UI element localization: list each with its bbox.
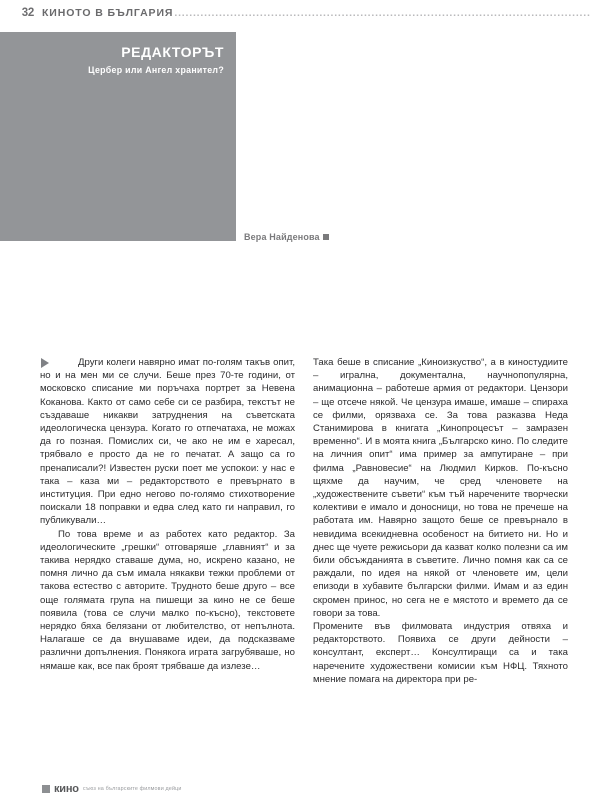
- article-subtitle: Цербер или Ангел хранител?: [88, 65, 224, 75]
- logo-tagline: съюз на българските филмови дейци: [82, 785, 182, 792]
- paragraph: Други колеги навярно имат по-голям такъв опит, но и на мен ми се случи. Беше през 70-те години, от московско списание ми поръчаха портрет за Невена Коканова. Както от само себе си се разбира, текстът не създаваше никакви затруднения на съветската идеологическа цензура. Когато го отпечатаха, не можах да го позная. Помислих си, че ако не им е харесал, трябвало е просто да не го печатат. А защо са го пренаписали?! Известен руски поет ме успокои: у нас е така – каза ми – редакторството е превърнато в институция. При едно негово по-голямо стихотворение поискали 18 поправки и едва след като ги направил, го публикували…: [40, 357, 295, 527]
- paragraph: Така беше в списание „Киноизкуство“, а в киностудиите – игрална, документална, научнопопулярна, анимационна – работеше армия от редактори. Цензори – ще отсече някой. Че цензура имаше, имаше – спираха се филми, орязваха се. За това разказва Неда Станимирова в книгата „Кинопроцесът – замразен временно“. И в моята книга „Българско кино. По следите на личния опит“ има пример за ампутиране – при филма „Равновесие“ на Людмил Кирков. По-късно щяхме да научим, че сред членовете на „художествените съвети“ към тъй наречените творчески колективи е имало и доносници, но това не пречеше на работата им. Навярно защото беше се превърнало в невидима всекидневна особеност на битието ни. Но и днес ще чуете режисьори да казват колко полезни са им били обсъжданията в съветите. Лично помня как са се раждали, по идея на някой от членовете им, цели епизоди в хубавите български филми. Имам и аз един скромен принос, но сега не е мястото и времето да се говори за това.: [313, 357, 568, 619]
- left-column: [40, 356, 295, 686]
- paragraph: Промените във филмовата индустрия отвяха и редакторството. Появиха се други дейности – консултант, експерт… Консултиращи са и така нареченитe художествени комисии към НФЦ. Тяхното мнение помага на директора при ре-: [313, 621, 568, 685]
- paragraph: По това време и аз работех като редактор. За идеологическите „грешки“ отговаряше „главният“ и за такива нерядко ставаше дума, но, искрено казано, не помня лично да съм имала някакви тежки проблеми от такова естество с авторите. Трудното беше друго – все още голямата група на пишещи за кино не се беше появила (това се случи малко по-късно), текстовете нерядко бяха белязани от любителство, от непълнота. Налагаше се да внушаваме идеи, да подсказваме различни допълнения. Понякога играта загрубяваше, но нямаше как, все пак броят трябваше да излезе…: [40, 528, 295, 672]
- section-title: КИНОТО В БЪЛГАРИЯ: [42, 7, 174, 19]
- right-column: [313, 356, 568, 686]
- page-number: 32: [21, 7, 34, 19]
- body-columns: [40, 356, 568, 686]
- logo-wordmark: кино: [54, 783, 79, 795]
- byline: [244, 232, 329, 242]
- running-head: [0, 0, 600, 26]
- article-title: РЕДАКТОРЪТ: [121, 44, 224, 60]
- author-name: Вера Найденова: [244, 232, 320, 242]
- running-head-dots: ................................................................................................................: [174, 7, 591, 19]
- logo-square-icon: [42, 785, 50, 793]
- article-title-block: [0, 32, 236, 241]
- footer-logo: [42, 784, 182, 794]
- triangle-bullet-icon: [41, 358, 49, 368]
- byline-square-icon: [323, 234, 329, 240]
